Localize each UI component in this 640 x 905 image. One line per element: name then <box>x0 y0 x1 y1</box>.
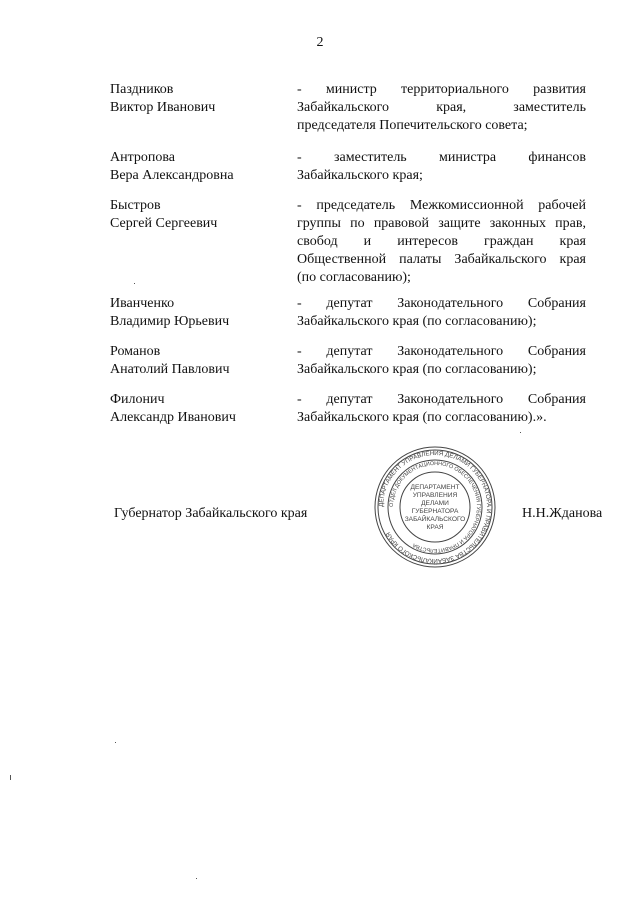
member-given-names: Сергей Сергеевич <box>110 216 218 231</box>
member-role <box>297 197 586 287</box>
member-surname: Романов <box>110 344 161 359</box>
signatory-title: Губернатор Забайкальского края <box>114 506 308 521</box>
member-role-line: Забайкальского края (по согласованию); <box>297 314 537 329</box>
seal-center-text: КРАЯ <box>426 524 444 531</box>
member-surname: Филонич <box>110 392 165 407</box>
seal-center-text: УПРАВЛЕНИЯ <box>412 492 458 499</box>
member-given-names: Виктор Иванович <box>110 100 216 115</box>
member-role-line: председателя Попечительского совета; <box>297 118 528 133</box>
member-role-line: Забайкальского края, заместитель <box>297 100 586 115</box>
scan-speck <box>196 878 197 879</box>
member-role <box>297 295 586 331</box>
member-role <box>297 391 586 427</box>
member-surname: Антропова <box>110 150 176 165</box>
scan-speck <box>520 432 521 433</box>
member-role-line: Общественной палаты Забайкальского края <box>297 252 586 267</box>
member-given-names: Вера Александровна <box>110 168 234 183</box>
member-role-line: Забайкальского края (по согласованию).». <box>297 410 547 425</box>
member-role-line: - заместитель министра финансов <box>297 150 586 165</box>
member-role-line: - депутат Законодательного Собрания <box>297 344 586 359</box>
scan-speck <box>134 283 135 284</box>
page-number: 2 <box>316 35 324 50</box>
signatory-name: Н.Н.Жданова <box>522 506 603 521</box>
seal-center-text: ГУБЕРНАТОРА <box>411 508 459 515</box>
member-role-line: свобод и интересов граждан края <box>297 234 586 249</box>
member-role <box>297 149 586 185</box>
seal-center-text: ЗАБАЙКАЛЬСКОГО <box>404 516 466 523</box>
official-seal-stamp <box>373 445 497 569</box>
member-role-line: (по согласованию); <box>297 270 411 285</box>
member-name <box>110 81 280 117</box>
scan-speck <box>115 742 116 743</box>
member-given-names: Александр Иванович <box>110 410 236 425</box>
member-name <box>110 149 280 185</box>
member-role-line: - депутат Законодательного Собрания <box>297 392 586 407</box>
member-surname: Иванченко <box>110 296 175 311</box>
member-name <box>110 343 280 379</box>
member-role-line: - председатель Межкомиссионной рабочей <box>297 198 586 213</box>
member-role-line: - министр территориального развития <box>297 82 586 97</box>
member-role <box>297 343 586 379</box>
member-name <box>110 391 280 427</box>
member-name <box>110 295 280 331</box>
seal-center-text: ДЕПАРТАМЕНТ <box>410 484 460 491</box>
seal-outer-ring-text: ДЕПАРТАМЕНТ УПРАВЛЕНИЯ ДЕЛАМИ ГУБЕРНАТОРА И ПРАВИТЕЛЬСТВА ЗАБАЙКАЛЬСКОГО КРАЯ <box>377 449 493 565</box>
member-role-line: Забайкальского края; <box>297 168 423 183</box>
member-role-line: Забайкальского края (по согласованию); <box>297 362 537 377</box>
member-role-line: - депутат Законодательного Собрания <box>297 296 586 311</box>
member-surname: Быстров <box>110 198 161 213</box>
member-role-line: группы по правовой защите законных прав, <box>297 216 586 231</box>
member-role <box>297 81 586 135</box>
seal-inner-ring-text: ОТДЕЛ ДОКУМЕНТАЦИОННОГО ОБЕСПЕЧЕНИЯ ГУБЕРНАТОРА И ПРАВИТЕЛЬСТВА <box>388 460 482 554</box>
member-surname: Паздников <box>110 82 174 97</box>
member-name <box>110 197 280 233</box>
member-given-names: Владимир Юрьевич <box>110 314 230 329</box>
seal-center-text: ДЕЛАМИ <box>421 500 449 507</box>
scan-speck <box>10 775 11 780</box>
member-given-names: Анатолий Павлович <box>110 362 230 377</box>
